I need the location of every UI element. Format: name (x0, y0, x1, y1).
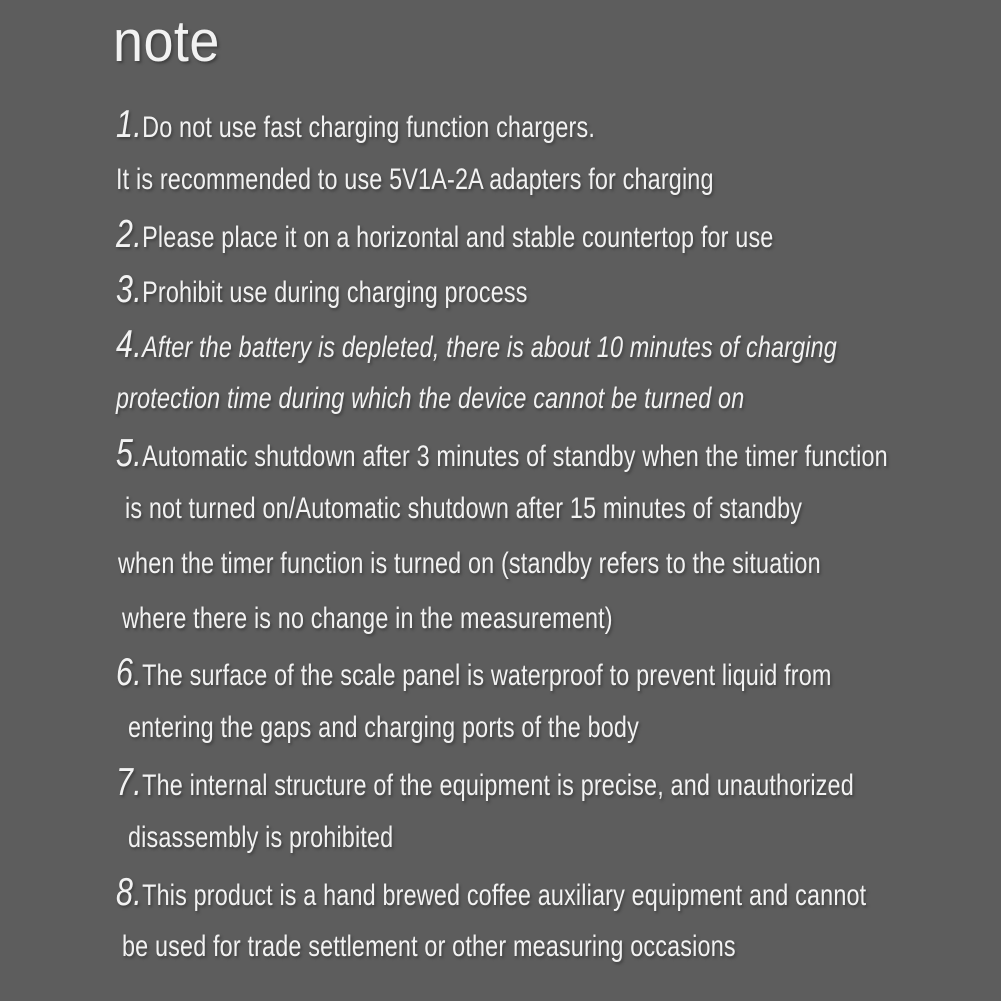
note-line-content (116, 382, 744, 416)
note-text: This product is a hand brewed coffee auxiliary equipment and cannot (142, 878, 867, 912)
note-line (116, 153, 971, 208)
note-text: protection time during which the device cannot be turned on (116, 382, 745, 416)
note-number: 3. (116, 267, 143, 311)
note-line-content (118, 547, 821, 581)
note-text: The surface of the scale panel is waterproof to prevent liquid from (142, 659, 832, 693)
note-text: It is recommended to use 5V1A-2A adapters for charging (116, 163, 714, 197)
note-line (116, 482, 971, 537)
note-line (116, 208, 971, 263)
note-number: 1. (116, 103, 143, 147)
note-number: 8. (116, 870, 143, 914)
note-line-content (122, 930, 736, 964)
note-line (116, 98, 971, 153)
note-line-content (122, 602, 613, 636)
notes-list (116, 98, 971, 975)
note-number: 4. (116, 322, 143, 366)
note-line (116, 865, 971, 920)
note-line-content (116, 761, 854, 805)
note-text: Automatic shutdown after 3 minutes of standby when the timer function (142, 440, 888, 474)
note-line-content (116, 213, 773, 257)
note-line-content (116, 432, 888, 476)
note-text: is not turned on/Automatic shutdown after 15 minutes of standby (125, 491, 803, 525)
note-line (116, 810, 971, 865)
note-line-content (116, 871, 866, 915)
note-line-content (116, 163, 714, 197)
note-line (116, 646, 971, 701)
note-text: when the timer function is turned on (standby refers to the situation (118, 546, 821, 580)
note-text: Do not use fast charging function chargers. (142, 111, 596, 145)
page-title: note (113, 9, 220, 74)
note-number: 5. (116, 432, 143, 476)
note-text: where there is no change in the measurement) (122, 601, 613, 635)
note-line-content (116, 323, 837, 367)
note-line (116, 756, 971, 811)
note-text: The internal structure of the equipment is precise, and unauthorized (142, 768, 854, 802)
note-line (116, 920, 971, 975)
note-text: After the battery is depleted, there is about 10 minutes of charging (142, 330, 837, 364)
note-text: disassembly is prohibited (128, 820, 394, 854)
note-line (116, 427, 971, 482)
note-line-content (116, 268, 528, 312)
note-line (116, 701, 971, 756)
note-number: 6. (116, 651, 143, 695)
note-text: Prohibit use during charging process (142, 275, 528, 309)
note-number: 2. (116, 212, 143, 256)
note-line-content (116, 103, 595, 147)
note-line-content (116, 651, 832, 695)
note-line (116, 536, 971, 591)
note-number: 7. (116, 760, 143, 804)
note-line (116, 317, 971, 372)
note-line-content (128, 711, 639, 745)
note-line (116, 372, 971, 427)
note-text: be used for trade settlement or other measuring occasions (122, 930, 736, 964)
note-text: entering the gaps and charging ports of the body (128, 711, 639, 745)
note-text: Please place it on a horizontal and stable countertop for use (142, 220, 774, 254)
note-line (116, 591, 971, 646)
note-line-content (128, 821, 393, 855)
note-line-content (125, 492, 802, 526)
note-line (116, 262, 971, 317)
